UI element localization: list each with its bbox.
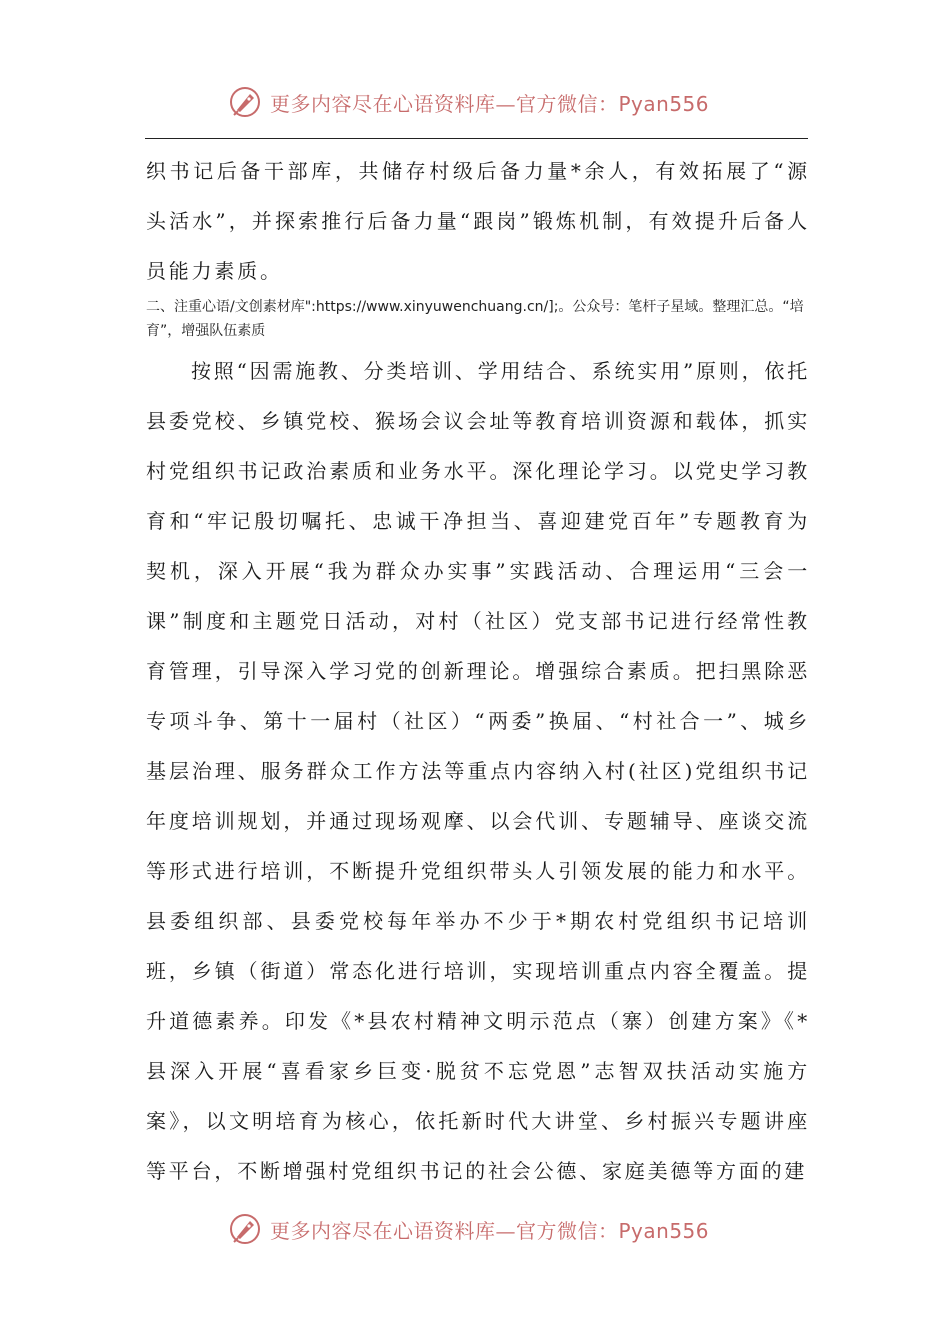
banner-text: 更多内容尽在心语资料库—官方微信：Pyan556 bbox=[270, 1218, 710, 1243]
section-heading: 二、注重心语/文创素材库":https://www.xinyuwenchuang.cn/];。公众号：笔杆子星域。整理汇总。“培育”，增强队伍素质 bbox=[146, 299, 804, 339]
banner-text: 更多内容尽在心语资料库—官方微信：Pyan556 bbox=[270, 91, 710, 116]
pen-nib-circle-icon bbox=[228, 85, 262, 119]
wechat-id: Pyan556 bbox=[618, 91, 710, 116]
footer-banner bbox=[228, 1209, 709, 1249]
header-divider bbox=[145, 138, 808, 139]
paragraph-1: 织书记后备干部库，共储存村级后备力量*余人，有效拓展了“源头活水”，并探索推行后备力量“跟岗”锻炼机制，有效提升后备人员能力素质。 bbox=[146, 159, 810, 283]
paragraph-2: 按照“因需施教、分类培训、学用结合、系统实用”原则，依托县委党校、乡镇党校、猴场会议会址等教育培训资源和载体，抓实村党组织书记政治素质和业务水平。深化理论学习。以党史学习教育和“牢记殷切嘱托、忠诚干净担当、喜迎建党百年”专题教育为契机，深入开展“我为群众办实事”实践活动、合理运用“三会一课”制度和主题党日活动，对村（社区）党支部书记进行经常性教育管理，引导深入学习党的创新理论。增强综合素质。把扫黑除恶专项斗争、第十一届村（社区）“两委”换届、“村社合一”、城乡基层治理、服务群众工作方法等重点内容纳入村(社区)党组织书记年度培训规划，并通过现场观摩、以会代训、专题辅导、座谈交流等形式进行培训，不断提升党组织带头人引领发展的能力和水平。县委组织部、县委党校每年举办不少于*期农村党组织书记培训班，乡镇（街道）常态化进行培训，实现培训重点内容全覆盖。提升道德素养。印发《*县农村精神文明示范点（寨）创建方案》《*县深入开展“喜看家乡巨变·脱贫不忘党恩”志智双扶活动实施方案》，以文明培育为核心，依托新时代大讲堂、乡村振兴专题讲座等平台，不断增强村党组织书记的社会公德、家庭美德等方面的建 bbox=[146, 359, 810, 1183]
header-banner bbox=[228, 82, 709, 122]
pen-nib-circle-icon bbox=[228, 1212, 262, 1246]
wechat-id: Pyan556 bbox=[618, 1218, 710, 1243]
